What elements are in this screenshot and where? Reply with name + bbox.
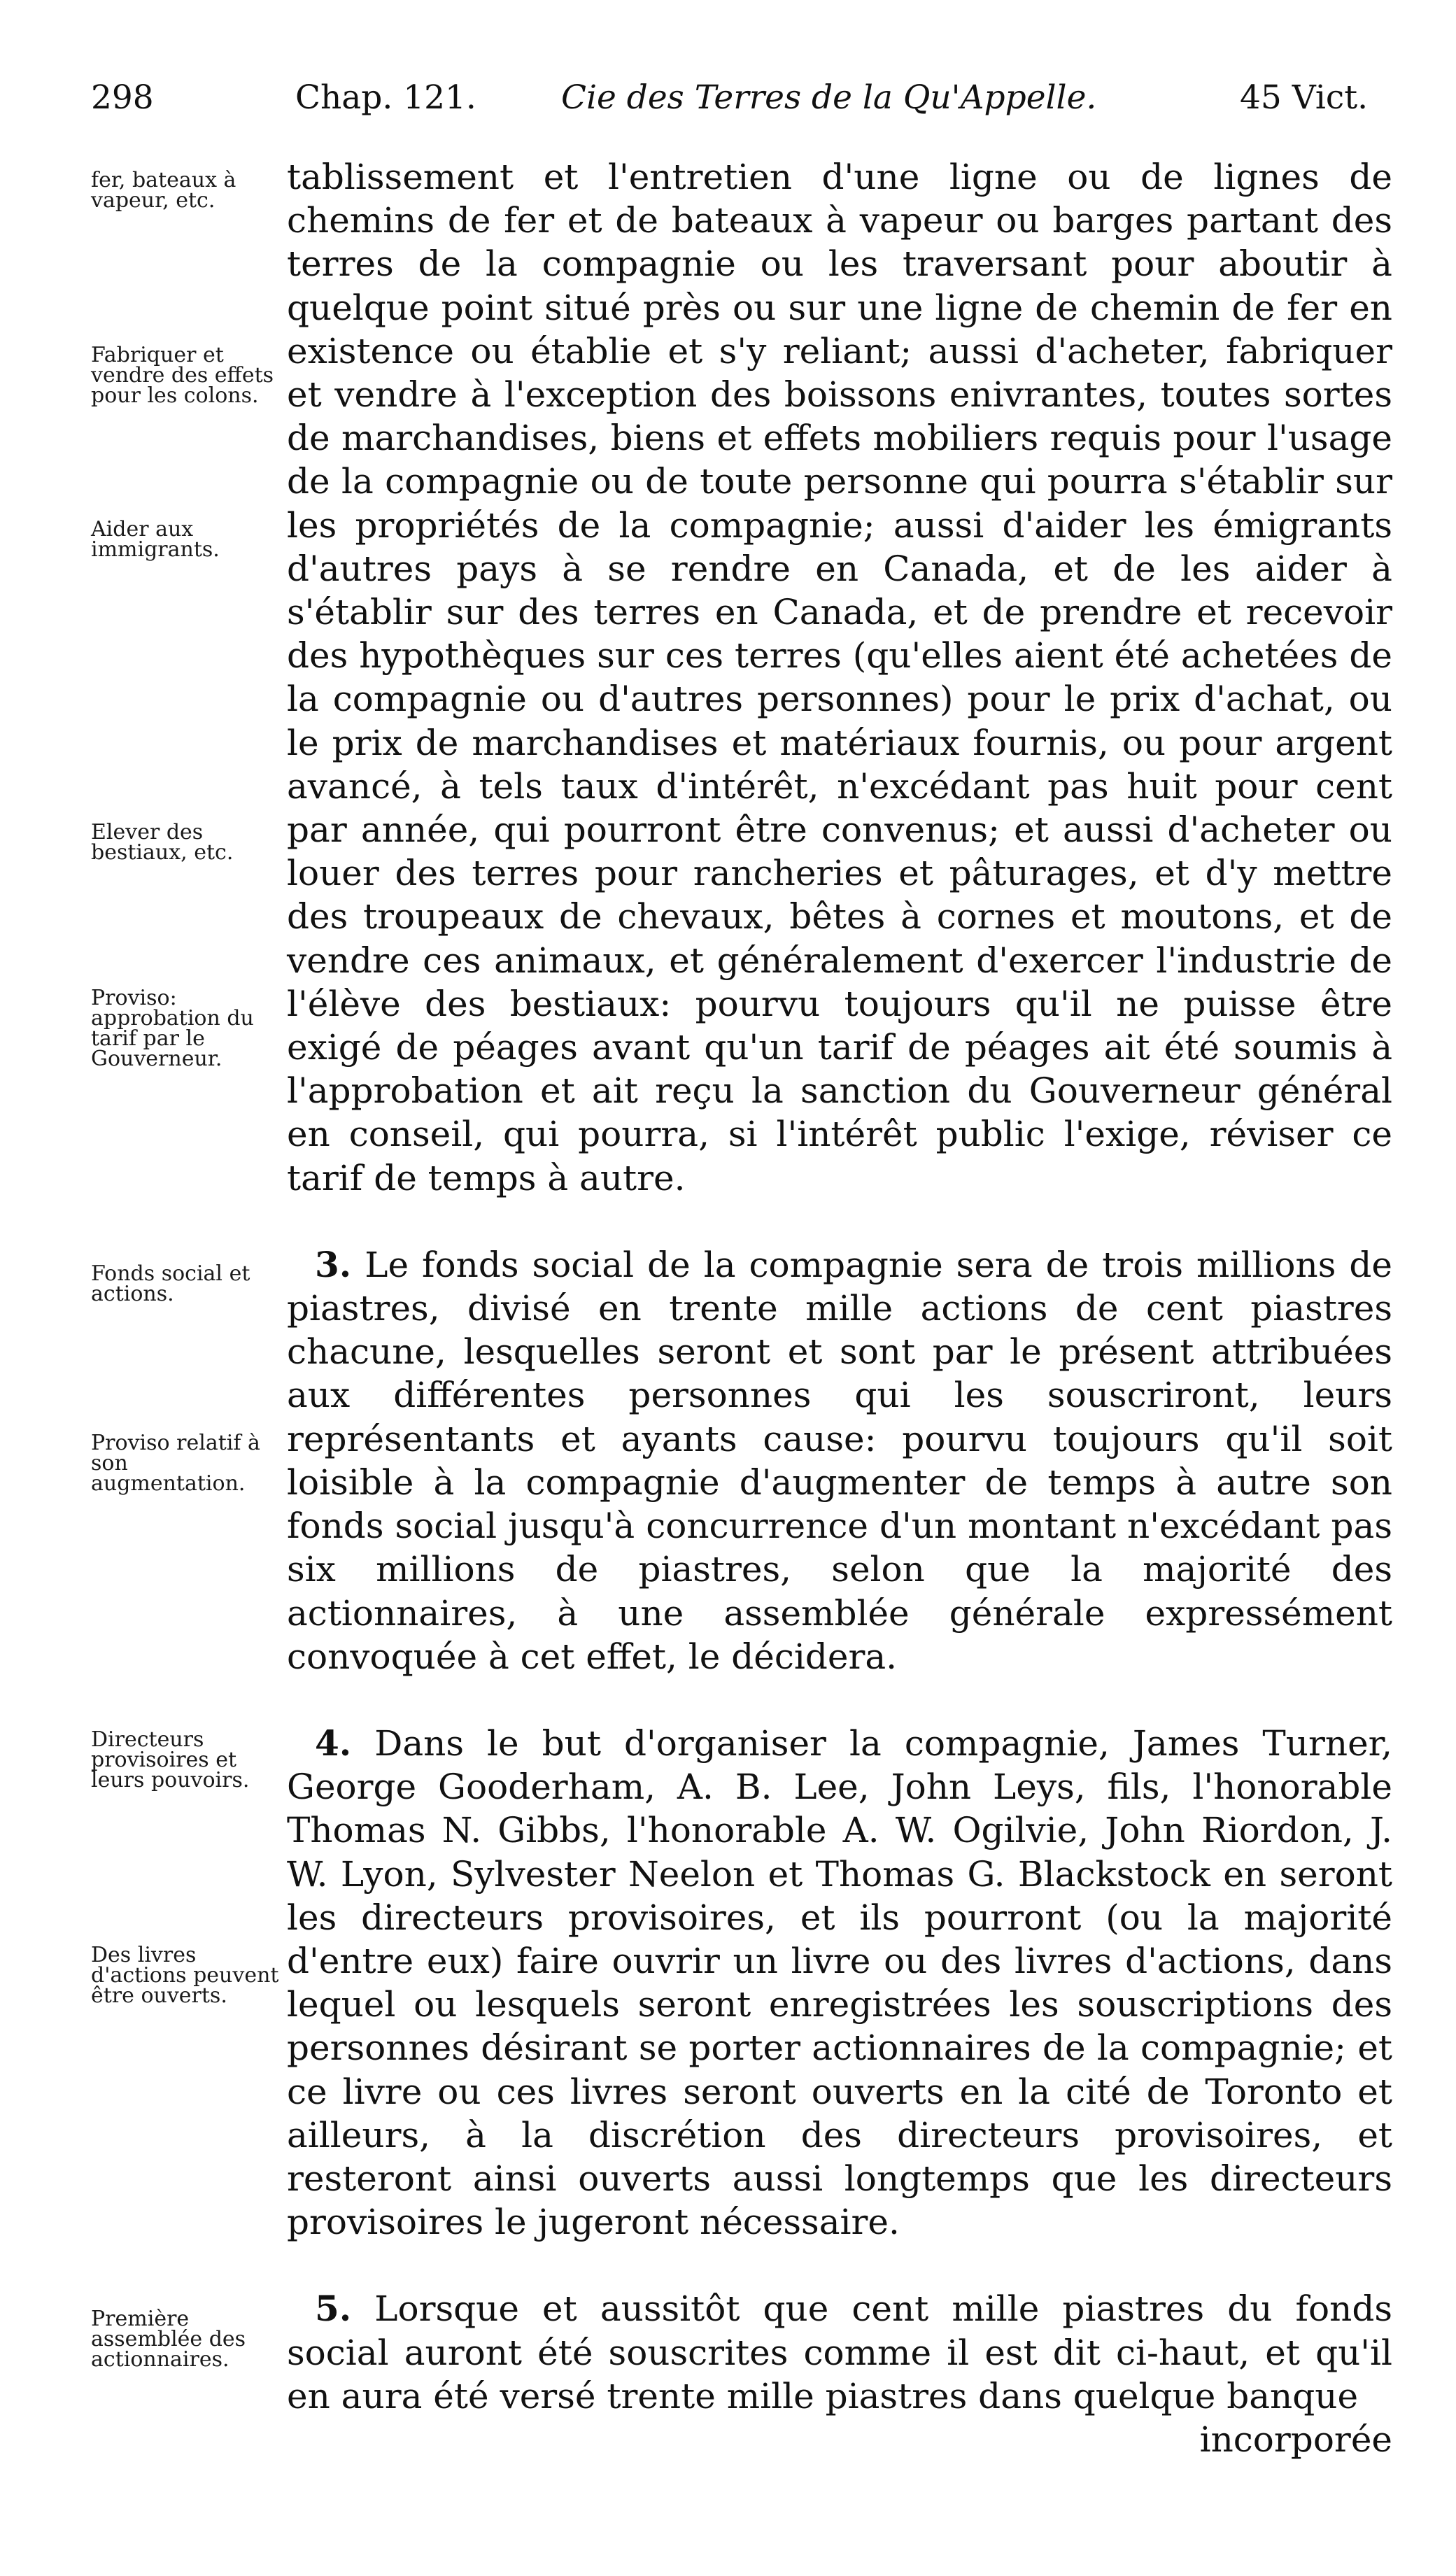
margin-note-proviso-tarif: Proviso: approbation du tarif par le Gouverneur. <box>91 986 254 1071</box>
paragraph-continuation <box>287 155 1392 1200</box>
margin-note-directeurs: Directeurs provisoires et leurs pouvoirs. <box>91 1727 250 1792</box>
section-number: 3. <box>315 1243 352 1285</box>
paragraph-text: tablissement et l'entretien d'une ligne ou de lignes de chemins de fer et de bateaux à vapeur ou barges partant des terres de la compagnie ou les traversant pour aboutir à quelque point situé près ou sur une ligne de chemin de fer en existence ou établie et s'y reliant; aussi d'acheter, fabriquer et vendre à l'exception des boissons enivrantes, toutes sortes de marchandises, biens et effets mobiliers requis pour l'usage de la compagnie ou de toute personne qui pourra s'établir sur les propriétés de la compagnie; aussi d'aider les émigrants d'autres pays à se rendre en Canada, et de les aider à s'établir sur des terres en Canada, et de prendre et recevoir des hypothèques sur ces terres (qu'elles aient été achetées de la compagnie ou d'autres personnes) pour le prix d'achat, ou le prix de marchandises et matériaux fournis, ou pour argent avancé, à tels taux d'intérêt, n'excédant pas huit pour cent par année, qui pourront être convenus; et aussi d'acheter ou louer des terres pour rancheries et pâturages, et d'y mettre des troupeaux de chevaux, bêtes à cornes et moutons, et de vendre ces animaux, et généralement d'exercer l'industrie de l'élève des bestiaux: pourvu toujours qu'il ne puisse être exigé de péages avant qu'un tarif de péages ait été soumis à l'approbation et ait reçu la sanction du Gouverneur général en conseil, qui pourra, si l'intérêt public l'exige, réviser ce tarif de temps à autre. <box>287 157 1392 1198</box>
body-text <box>287 155 1392 2461</box>
margin-note-bestiaux: Elever des bestiaux, etc. <box>91 820 234 865</box>
section-number: 4. <box>315 1722 352 1764</box>
margin-note-livres: Des livres d'actions peuvent être ouverts. <box>91 1943 279 2008</box>
paragraph-text: Lorsque et aussitôt que cent mille piastres du fonds social auront été souscrites comme il est dit ci-haut, et qu'il en aura été versé trente mille piastres dans quelque banque <box>287 2288 1392 2416</box>
paragraph-text: Dans le but d'organiser la compagnie, James Turner, George Gooderham, A. B. Lee, John Leys, fils, l'honorable Thomas N. Gibbs, l'honorable A. W. Ogilvie, John Riordon, J. W. Lyon, Sylvester Neelon et Thomas G. Blackstock en seront les directeurs provisoires, et ils pourront (ou la majorité d'entre eux) faire ouvrir un livre ou des livres d'actions, dans lequel ou lesquels seront enregistrées les souscriptions des personnes désirant se porter actionnaires de la compagnie; et ce livre ou ces livres seront ouverts en la cité de Toronto et ailleurs, à la discrétion des directeurs provisoires, et resteront ainsi ouverts aussi longtemps que les directeurs provisoires le jugeront nécessaire. <box>287 1722 1392 2243</box>
catchword: incorporée <box>1199 2419 1392 2460</box>
section-3 <box>287 1243 1392 1678</box>
paragraph-text: Le fonds social de la compagnie sera de trois millions de piastres, divisé en trente mille actions de cent piastres chacune, lesquelles seront et sont par le présent attribuées aux différentes personnes qui les souscriront, leurs représentants et ayants cause: pourvu toujours qu'il soit loisible à la compagnie d'augmenter de temps à autre son fonds social jusqu'à concurrence d'un montant n'excédant pas six millions de piastres, selon que la majorité des actionnaires, à une assemblée générale expressément convoquée à cet effet, le décidera. <box>287 1244 1392 1677</box>
running-title: Cie des Terres de la Qu'Appelle. <box>561 78 1097 117</box>
margin-note-premiere-assemblee: Première assemblée des actionnaires. <box>91 2307 246 2372</box>
margin-note-bateaux: fer, bateaux à vapeur, etc. <box>91 168 236 213</box>
page-number: 298 <box>91 78 154 117</box>
section-4 <box>287 1722 1392 2244</box>
section-number: 5. <box>315 2288 352 2330</box>
margin-note-proviso-augmentation: Proviso relatif à son augmentation. <box>91 1431 260 1496</box>
margin-note-fabriquer: Fabriquer et vendre des effets pour les colons. <box>91 343 274 408</box>
regnal-year: 45 Vict. <box>1240 78 1369 117</box>
chapter-label: Chap. 121. <box>295 78 476 117</box>
margin-note-fonds-social: Fonds social et actions. <box>91 1261 250 1306</box>
margin-note-immigrants: Aider aux immigrants. <box>91 517 220 562</box>
section-5 <box>287 2287 1392 2461</box>
running-header <box>91 78 1406 134</box>
